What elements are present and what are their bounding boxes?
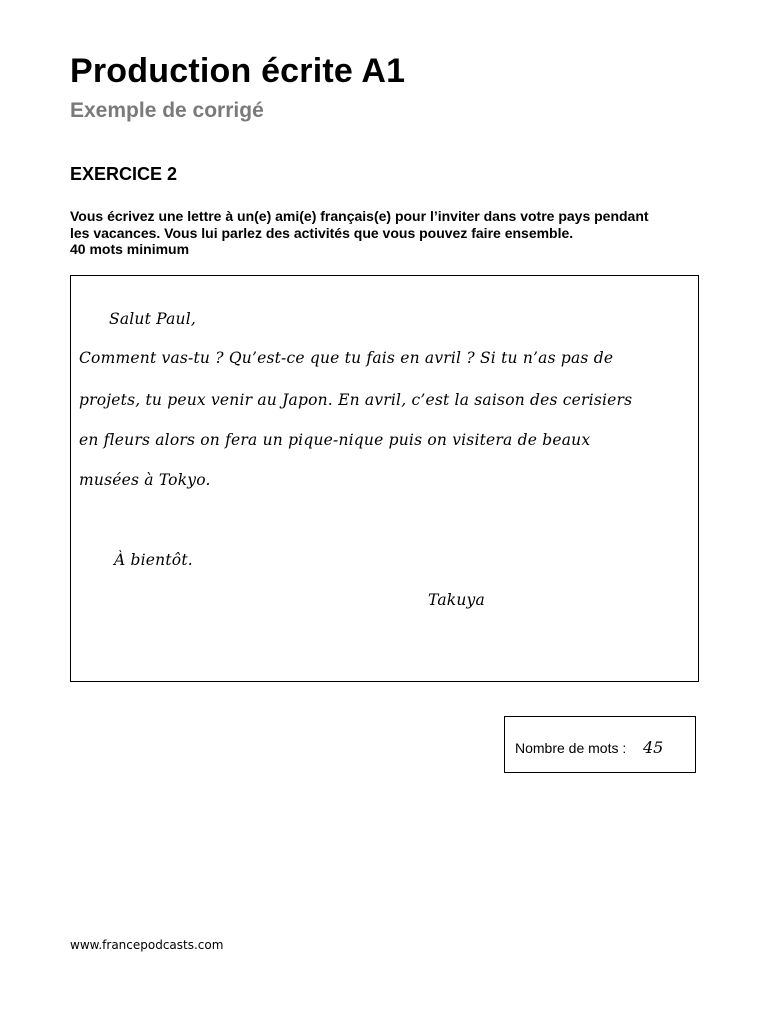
letter-line: projets, tu peux venir au Japon. En avril, c’est la saison des cerisiers (79, 391, 633, 409)
exercise-instructions (70, 208, 720, 258)
letter-signature: Takuya (428, 591, 485, 609)
letter-box (70, 275, 699, 682)
page-title: Production écrite A1 (70, 52, 406, 90)
page-subtitle: Exemple de corrigé (70, 99, 264, 122)
letter-line: Comment vas-tu ? Qu’est-ce que tu fais en avril ? Si tu n’as pas de (79, 349, 614, 367)
word-count-value: 45 (643, 738, 664, 757)
instruction-line: Vous écrivez une lettre à un(e) ami(e) français(e) pour l’inviter dans votre pays pendant (70, 208, 649, 224)
letter-line: en fleurs alors on fera un pique-nique puis on visitera de beaux (79, 431, 591, 449)
letter-line: musées à Tokyo. (79, 471, 211, 489)
letter-greeting: Salut Paul, (109, 310, 196, 328)
word-count-box (504, 716, 696, 773)
footer-url: www.francepodcasts.com (70, 938, 224, 952)
instruction-word-minimum: 40 mots minimum (70, 241, 190, 257)
letter-closing: À bientôt. (114, 551, 193, 569)
exercise-heading: EXERCICE 2 (70, 164, 178, 184)
instruction-line: les vacances. Vous lui parlez des activités que vous pouvez faire ensemble. (70, 224, 574, 241)
word-count-label: Nombre de mots : (515, 740, 627, 756)
